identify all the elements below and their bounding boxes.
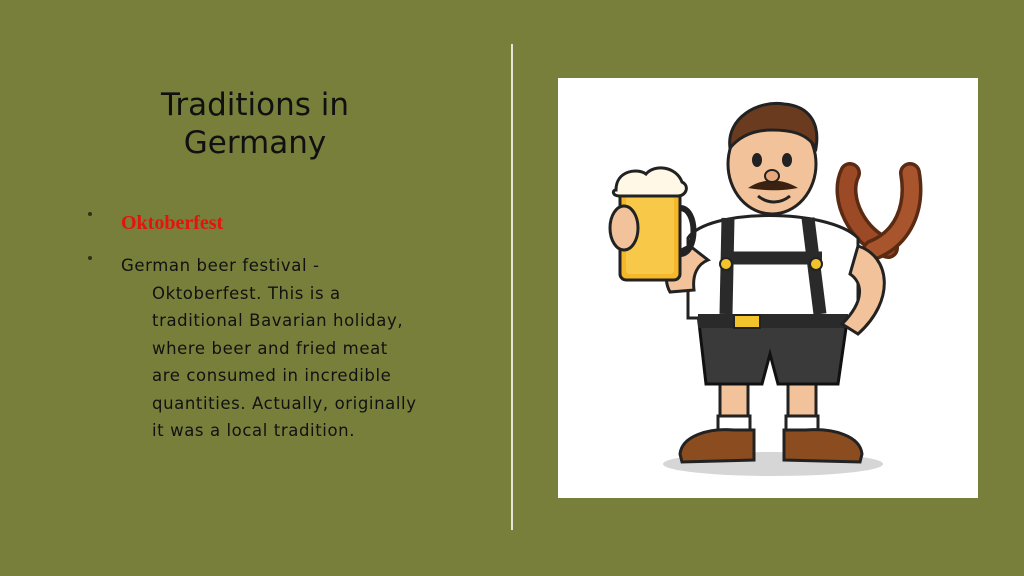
bullet-dot-icon — [88, 256, 92, 260]
bavarian-man-illustration-icon — [558, 78, 978, 498]
bullet-body-text: German beer festival - Oktoberfest. This is a traditional Bavarian holiday, where beer and fried meat are consumed in incredible quantities. Actually, originally it was a local tradition. — [121, 256, 417, 440]
bullet-heading: Oktoberfest — [121, 212, 224, 234]
bullet-list — [88, 208, 418, 459]
slide-title: Traditions in Germany — [160, 87, 350, 161]
bullet-item-oktoberfest — [88, 208, 418, 238]
bullet-item-description — [88, 252, 418, 445]
bullet-dot-icon — [88, 212, 92, 216]
illustration-frame — [558, 78, 978, 498]
vertical-divider — [511, 44, 513, 530]
